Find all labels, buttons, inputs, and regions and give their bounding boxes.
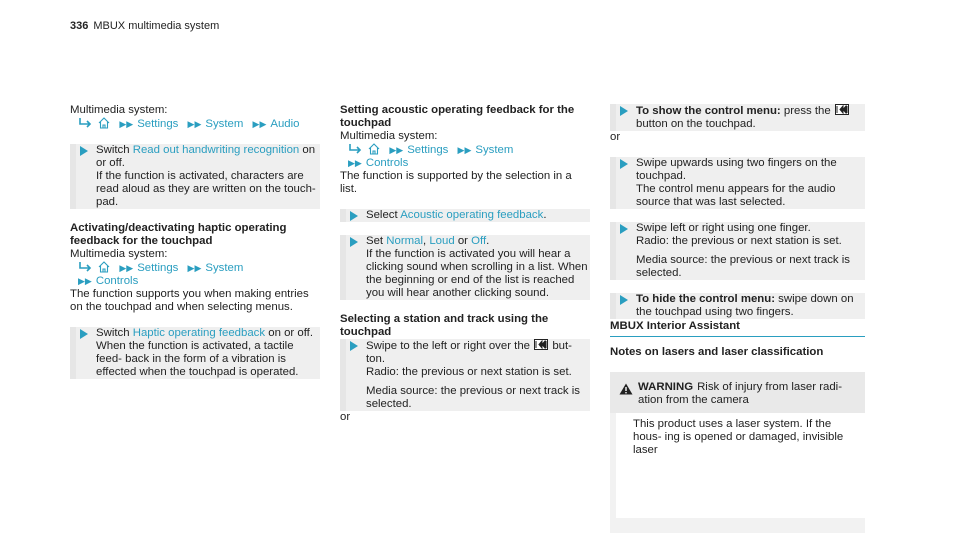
nav2-path bbox=[70, 261, 320, 288]
nav1-system: System bbox=[205, 118, 244, 130]
section-title: MBUX Interior Assistant bbox=[610, 320, 865, 337]
header-title: MBUX multimedia system bbox=[93, 20, 220, 32]
home-icon bbox=[98, 117, 110, 129]
step1-body: If the function is activated, characters are read aloud as they are written on the touch- pad. bbox=[96, 170, 316, 208]
nav1-audio: Audio bbox=[270, 118, 300, 130]
body-haptic: The function supports you when making entries on the touchpad and when selecting menus. bbox=[70, 288, 309, 313]
step-arrow-icon bbox=[350, 341, 358, 351]
step-haptic-feedback: Switch Haptic operating feedback on or off. When the function is activated, a tactile feed- back in the form of a vibration is effected when the touchpad is operated. bbox=[70, 327, 320, 379]
home-icon bbox=[98, 261, 110, 273]
option-off: Off bbox=[471, 235, 487, 247]
skip-button-icon bbox=[534, 339, 548, 350]
step-arrow-icon bbox=[620, 224, 628, 234]
nav2-controls: Controls bbox=[95, 275, 139, 287]
nav-settings: Settings bbox=[407, 144, 449, 156]
nav-intro: Multimedia system: bbox=[340, 130, 438, 142]
warning-box bbox=[610, 372, 865, 533]
home-icon bbox=[368, 143, 380, 155]
nav1-path bbox=[70, 117, 320, 131]
heading-station-track: Selecting a station and track using the touchpad bbox=[340, 313, 549, 338]
option-normal: Normal bbox=[386, 235, 423, 247]
chevron-icon: ▶▶ bbox=[457, 145, 472, 155]
chevron-icon: ▶▶ bbox=[389, 145, 404, 155]
page-header bbox=[70, 20, 219, 33]
step-arrow-icon bbox=[620, 159, 628, 169]
nav1-intro: Multimedia system: bbox=[70, 104, 168, 116]
step-hide-control-menu: To hide the control menu: swipe down on the touchpad using two fingers. bbox=[610, 293, 865, 319]
return-arrow-icon bbox=[78, 262, 93, 272]
nav-system: System bbox=[475, 144, 514, 156]
chevron-icon: ▶▶ bbox=[348, 158, 362, 168]
nav2-settings: Settings bbox=[137, 262, 179, 274]
nav-controls: Controls bbox=[365, 157, 409, 169]
chevron-icon: ▶▶ bbox=[119, 263, 134, 273]
acoustic-feedback-option: Acoustic operating feedback bbox=[400, 209, 544, 221]
nav2-system: System bbox=[205, 262, 244, 274]
warning-head-text: Risk of injury from laser radi- ation from the camera bbox=[638, 381, 843, 406]
chevron-icon: ▶▶ bbox=[252, 119, 267, 129]
or-separator: or bbox=[610, 131, 621, 143]
body-acoustic: The function is supported by the selection in a list. bbox=[340, 170, 572, 195]
step-arrow-icon bbox=[350, 211, 358, 221]
step-arrow-icon bbox=[80, 146, 88, 156]
column-2 bbox=[340, 104, 590, 424]
haptic-feedback-option: Haptic operating feedback bbox=[132, 327, 266, 339]
nav-path bbox=[340, 143, 590, 170]
return-arrow-icon bbox=[348, 144, 363, 154]
column-3 bbox=[610, 104, 865, 332]
chevron-icon: ▶▶ bbox=[78, 276, 92, 286]
warning-body: This product uses a laser system. If the hous- ing is opened or damaged, invisible laser bbox=[616, 413, 865, 518]
or-separator: or bbox=[340, 411, 351, 423]
column-1 bbox=[70, 104, 320, 392]
step-swipe-left-right: Swipe left or right using one finger. Radio: the previous or next station is set. Media source: the previous or next track is selected. bbox=[610, 222, 865, 280]
step-select-acoustic: Select Acoustic operating feedback. bbox=[340, 209, 590, 222]
heading-acoustic-feedback: Setting acoustic operating feedback for the touchpad bbox=[340, 104, 575, 129]
heading-haptic-feedback: Activating/deactivating haptic operating feedback for the touchpad bbox=[70, 222, 287, 247]
step-arrow-icon bbox=[620, 295, 628, 305]
step-swipe-up: Swipe upwards using two fingers on the touchpad. The control menu appears for the audio source that was last selected. bbox=[610, 157, 865, 209]
step-show-control-menu: To show the control menu: press the button on the touchpad. bbox=[610, 104, 865, 131]
nav2-intro: Multimedia system: bbox=[70, 248, 168, 260]
return-arrow-icon bbox=[78, 118, 93, 128]
step2-body: When the function is activated, a tactile feed- back in the form of a vibration is effected when the touchpad is operated. bbox=[96, 340, 299, 378]
step-set-level: Set Normal, Loud or Off. If the function is activated you will hear a clicking sound when scrolling in a list. When the beginning or end of the list is reached you will hear another clicking sound. bbox=[340, 235, 590, 300]
nav1-settings: Settings bbox=[137, 118, 179, 130]
step-arrow-icon bbox=[350, 237, 358, 247]
chevron-icon: ▶▶ bbox=[119, 119, 134, 129]
warning-triangle-icon bbox=[619, 383, 633, 395]
step-arrow-icon bbox=[80, 329, 88, 339]
page-number: 336 bbox=[70, 20, 89, 32]
option-loud: Loud bbox=[429, 235, 455, 247]
subheading: Notes on lasers and laser classification bbox=[610, 346, 824, 358]
step2-body: If the function is activated you will hear a clicking sound when scrolling in a list. When the beginning or end of the list is reached you will hear another clicking sound. bbox=[366, 248, 588, 299]
step-read-out-handwriting: Switch Read out handwriting recognition on or off. If the function is activated, characters are read aloud as they are written on the touch- pad. bbox=[70, 144, 320, 209]
warning-label: WARNING bbox=[638, 381, 694, 393]
skip-button-icon bbox=[835, 104, 849, 115]
step-arrow-icon bbox=[620, 106, 628, 116]
read-out-handwriting-option: Read out handwriting recognition bbox=[132, 144, 300, 156]
warning-head bbox=[610, 372, 865, 413]
step-swipe-skip: Swipe to the left or right over the but- ton. Radio: the previous or next station is set. Media source: the previous or next track is selected. bbox=[340, 339, 590, 411]
chevron-icon: ▶▶ bbox=[187, 263, 202, 273]
chevron-icon: ▶▶ bbox=[187, 119, 202, 129]
